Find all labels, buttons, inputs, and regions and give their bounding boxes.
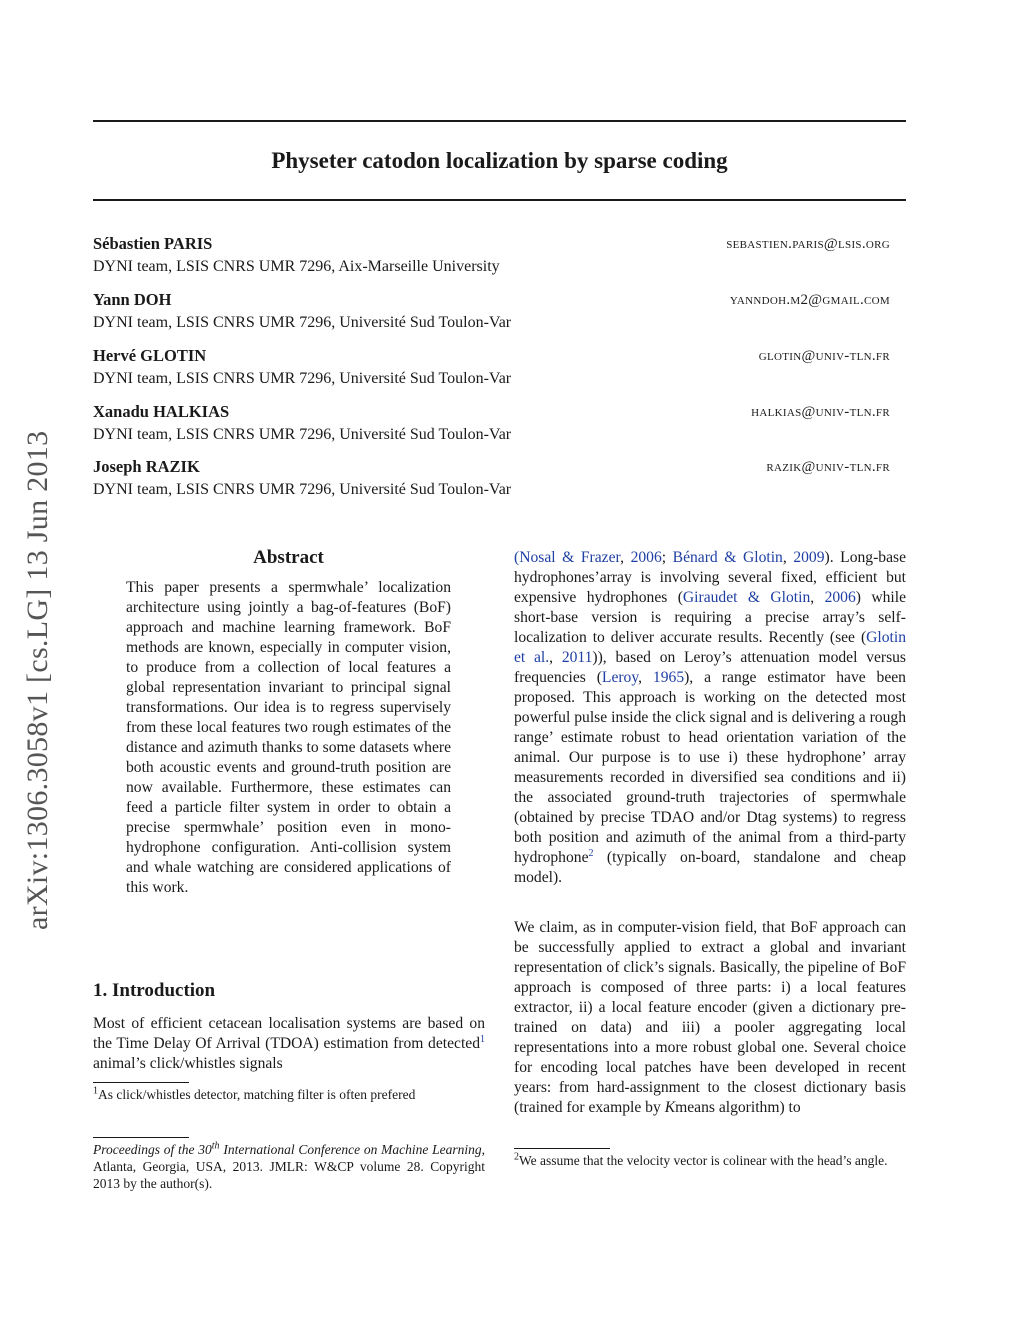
author-name: Joseph RAZIK [93,457,200,476]
author-affiliation: DYNI team, LSIS CNRS UMR 7296, Université Sud Toulon-Var [93,314,512,331]
body-text: ). Long-base hydrophones’array is involving several fixed, efficient but expensive hydrophones ( [514,549,907,606]
body-text: means algorithm) to [675,1099,801,1116]
proceedings-italic-cont: International Conference on Machine Learning [219,1142,482,1157]
proceedings-rest: , Atlanta, Georgia, USA, 2013. JMLR: W&CP volume 28. Copyright 2013 by the author(s). [93,1142,485,1191]
citation-benard-glotin[interactable]: Bénard & Glotin [672,549,783,566]
intro-left-text: Most of efficient cetacean localisation systems are based on the Time Delay Of Arrival (TDOA) estimation from detected [93,1015,485,1052]
body-text: ) while short-base version is requiring a precise array’s self-localization to deliver accurate results. Recently (see ( [514,589,906,646]
author-email: sebastien.paris@lsis.org [726,236,890,252]
citation-year-1965[interactable]: 1965 [652,669,685,686]
citation-year-2009[interactable]: 2009 [793,549,825,566]
abstract-text: This paper presents a spermwhale’ localization architecture using jointly a bag-of-features (BoF) approach and machine learning framework. BoF methods are known, especially in computer vision, to produce from a collection of local features a global representation invariant to principal signal transformations. Our idea is to regress supervisely from these local features two rough estimates of the distance and azimuth thanks to some datasets where both acoustic events and ground-truth position are now available. Furthermore, these estimates can feed a particle filter system in order to obtain a precise spermwhale’ position even in mono-hydrophone configuration. Anti-collision system and whale watching are considered applications of this work. [126,579,451,896]
proceedings-sup: th [211,1140,220,1152]
author-name: Yann DOH [93,290,172,309]
footnote-mark: 2 [514,1151,519,1163]
author-email: yanndoh.m2@gmail.com [729,292,890,308]
footnote-rule-right [514,1148,610,1149]
footnote-text: As click/whistles detector, matching filter is often prefered [98,1087,416,1102]
body-text: We claim, as in computer-vision field, that BoF approach can be successfully applied to extract a global and invariant representation of click’s signals. Basically, the pipeline of BoF approach is composed of three parts: i) a local features extractor, ii) a local feature encoder (given a dictionary pre-trained on data) and iii) a pooler aggregating local representations into a more robust global one. Several choice for encoding local patches have been developed in recent years: from hard-assignment to the closest dictionary basis (trained for example by [514,919,906,1116]
title-top-rule [93,120,906,122]
footnote-ref-1[interactable]: 1 [480,1033,485,1045]
section-heading-introduction: 1. Introduction [93,980,216,1001]
comma: , [620,549,631,566]
body-text: ), a range estimator have been proposed. This approach is working on the detected most powerful pulse inside the click signal and is delivering a rough range’ estimate robust to head orientation variation of the animal. Our purpose is to use i) these hydrophone’ array measurements recorded in diversified sea conditions and ii) the associated ground-truth trajectories of spermwhale (obtained by precise TDAO and/or Dtag systems) to regress both position and azimuth of the animal from a third-party hydrophone [514,669,906,866]
footnote-2 [514,1152,906,1169]
paper-title: Physeter catodon localization by sparse coding [271,148,728,173]
author-email: halkias@univ-tln.fr [751,404,890,420]
comma: , [810,589,825,606]
citation-year-2006b[interactable]: 2006 [824,589,856,606]
body-text: (typically on-board, standalone and cheap model). [514,849,906,886]
footnote-ref-2[interactable]: 2 [588,847,594,859]
intro-paragraph-right-1 [514,548,906,888]
author-email: razik@univ-tln.fr [766,459,890,475]
author-email: glotin@univ-tln.fr [758,348,890,364]
citation-nosal-frazer[interactable]: Nosal & Frazer [519,549,621,566]
author-affiliation: DYNI team, LSIS CNRS UMR 7296, Aix-Marseille University [93,258,500,275]
arxiv-identifier: arXiv:1306.3058v1 [cs.LG] 13 Jun 2013 [21,430,54,930]
comma: , [638,669,653,686]
author-name: Hervé GLOTIN [93,346,207,365]
title-bottom-rule [93,199,906,201]
intro-left-text-cont: animal’s click/whistles signals [93,1055,283,1072]
footnote-mark: 1 [93,1085,98,1097]
comma: , [782,549,794,566]
citation-year-2011[interactable]: 2011 [561,649,593,666]
citation-glotin-et-al[interactable]: Glotin et al. [514,629,906,666]
abstract-heading: Abstract [253,547,324,568]
citation-year-2006[interactable]: 2006 [630,549,662,566]
citation-giraudet-glotin[interactable]: Giraudet & Glotin [682,589,811,606]
separator: ; [661,549,673,566]
body-text: )), based on Leroy’s attenuation model versus frequencies ( [514,649,907,686]
comma: , [549,649,562,666]
footnote-rule-left [93,1082,189,1083]
proceedings-rule [93,1137,189,1138]
footnote-1 [93,1086,485,1103]
citation-leroy[interactable]: Leroy [601,669,639,686]
author-affiliation: DYNI team, LSIS CNRS UMR 7296, Université Sud Toulon-Var [93,481,512,498]
intro-paragraph-left [93,1014,485,1074]
footnote-text: We assume that the velocity vector is colinear with the head’s angle. [519,1153,888,1168]
author-affiliation: DYNI team, LSIS CNRS UMR 7296, Université Sud Toulon-Var [93,426,512,443]
math-k: K [664,1099,676,1116]
author-name: Xanadu HALKIAS [93,402,230,421]
author-name: Sébastien PARIS [93,234,213,253]
proceedings-note [93,1141,485,1192]
proceedings-italic: Proceedings of the 30 [93,1142,212,1157]
intro-paragraph-right-2 [514,918,906,1118]
author-affiliation: DYNI team, LSIS CNRS UMR 7296, Université Sud Toulon-Var [93,370,512,387]
paren: ( [514,549,520,566]
